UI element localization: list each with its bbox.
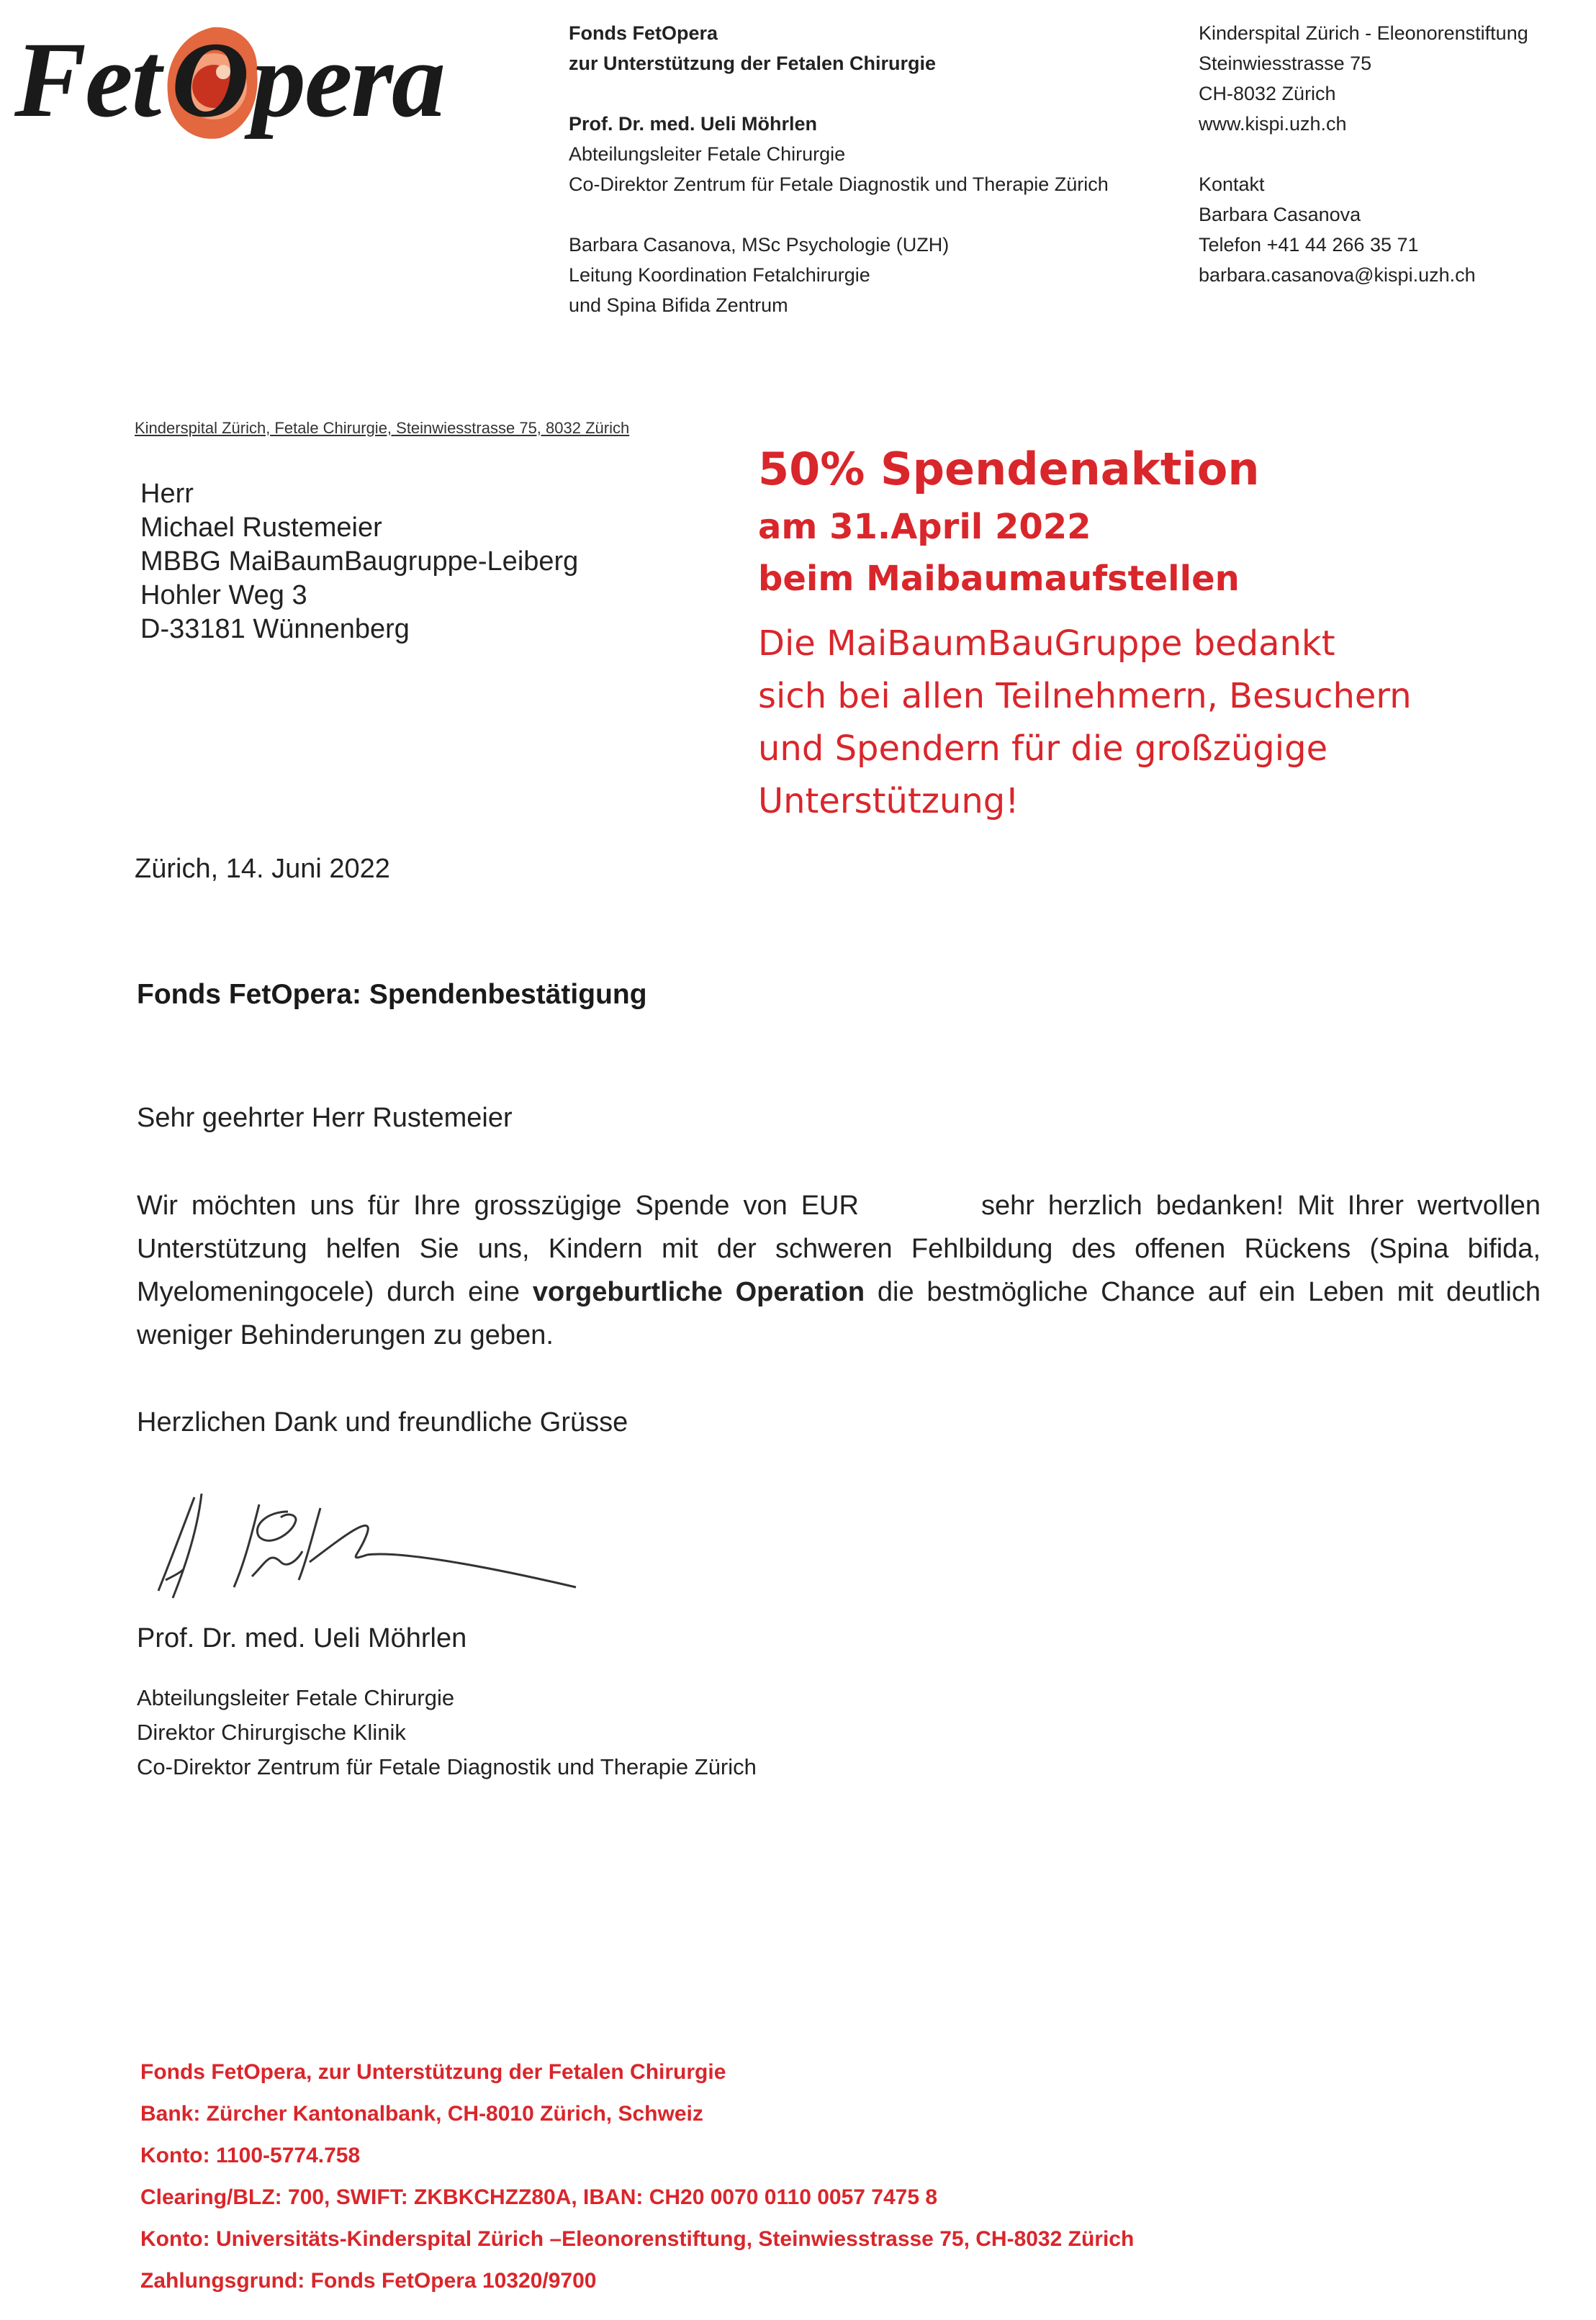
logo-o: O — [171, 20, 248, 140]
fund-purpose: zur Unterstützung der Fetalen Chirurgie — [569, 53, 937, 74]
footer-line: Clearing/BLZ: 700, SWIFT: ZKBKCHZZ80A, IBAN: CH20 0070 0110 0057 7475 8 — [140, 2185, 938, 2209]
promo-event: beim Maibaumaufstellen — [758, 559, 1240, 599]
person2-name: Barbara Casanova, MSc Psychologie (UZH) — [569, 234, 950, 256]
person1-role: Abteilungsleiter Fetale Chirurgie — [569, 143, 846, 165]
sender-return-address: Kinderspital Zürich, Fetale Chirurgie, Steinwiesstrasse 75, 8032 Zürich — [135, 419, 630, 437]
recipient-line: Hohler Weg 3 — [140, 580, 307, 610]
logo-text-left: Fet — [14, 20, 161, 140]
signatory-title: Direktor Chirurgische Klinik — [137, 1720, 406, 1745]
promo-title: 50% Spendenaktion — [758, 443, 1260, 495]
org-name: Kinderspital Zürich - Eleonorenstiftung — [1199, 22, 1528, 44]
signatory-title: Abteilungsleiter Fetale Chirurgie — [137, 1685, 455, 1710]
person2-role: und Spina Bifida Zentrum — [569, 294, 788, 316]
footer-line: Konto: 1100-5774.758 — [140, 2144, 361, 2167]
signatory-name: Prof. Dr. med. Ueli Möhrlen — [137, 1623, 467, 1653]
org-street: Steinwiesstrasse 75 — [1199, 53, 1372, 74]
contact-phone: Telefon +41 44 266 35 71 — [1199, 234, 1419, 256]
closing: Herzlichen Dank und freundliche Grüsse — [137, 1407, 628, 1437]
contact-name: Barbara Casanova — [1199, 204, 1361, 225]
signatory-titles — [137, 1681, 757, 1784]
person1-name: Prof. Dr. med. Ueli Möhrlen — [569, 113, 818, 135]
org-website[interactable]: www.kispi.uzh.ch — [1199, 113, 1347, 135]
org-city: CH-8032 Zürich — [1199, 83, 1336, 104]
contact-email[interactable]: barbara.casanova@kispi.uzh.ch — [1199, 264, 1476, 286]
footer-line: Konto: Universitäts-Kinderspital Zürich –Eleonorenstiftung, Steinwiesstrasse 75, CH-8032 Zürich — [140, 2227, 1135, 2251]
person2-role: Leitung Koordination Fetalchirurgie — [569, 264, 870, 286]
promo-block — [758, 443, 1564, 828]
body-text: sehr herzlich bedanken! Mit Ihrer wertvollen Unterstützung helfen Sie uns, Kindern mit der schweren Fehlbildung des offenen Rückens (Spina bifida, Myelomeningocele) durch eine — [137, 1191, 1541, 1307]
footer-line: Zahlungsgrund: Fonds FetOpera 10320/9700 — [140, 2269, 597, 2293]
fund-name: Fonds FetOpera — [569, 22, 718, 44]
salutation: Sehr geehrter Herr Rustemeier — [137, 1103, 513, 1133]
footer-line: Bank: Zürcher Kantonalbank, CH-8010 Zürich, Schweiz — [140, 2102, 703, 2126]
promo-date: am 31.April 2022 — [758, 507, 1091, 547]
letter-body — [137, 1184, 1541, 1357]
recipient-line: Herr — [140, 479, 194, 509]
recipient-line: MBBG MaiBaumBaugruppe-Leiberg — [140, 546, 579, 577]
bank-details-footer — [140, 2052, 1544, 2302]
recipient-line: D-33181 Wünnenberg — [140, 614, 410, 644]
contact-label: Kontakt — [1199, 173, 1265, 195]
person1-role: Co-Direktor Zentrum für Fetale Diagnostik und Therapie Zürich — [569, 173, 1109, 195]
signatory-title: Co-Direktor Zentrum für Fetale Diagnostik und Therapie Zürich — [137, 1754, 757, 1779]
letter-date: Zürich, 14. Juni 2022 — [135, 854, 390, 884]
header-fund-info — [569, 18, 1188, 320]
recipient-address — [140, 477, 731, 646]
footer-line: Fonds FetOpera, zur Unterstützung der Fetalen Chirurgie — [140, 2060, 726, 2084]
header-contact-info — [1199, 18, 1580, 290]
promo-thanks-line: sich bei allen Teilnehmern, Besuchern — [758, 676, 1412, 716]
recipient-line: Michael Rustemeier — [140, 513, 382, 543]
body-text: Wir möchten uns für Ihre grosszügige Spende von EUR — [137, 1191, 859, 1221]
promo-thanks-line: und Spendern für die großzügige — [758, 728, 1328, 769]
promo-thanks-line: Die MaiBaumBauGruppe bedankt — [758, 623, 1335, 664]
letter-subject: Fonds FetOpera: Spendenbestätigung — [137, 979, 647, 1010]
handwritten-signature — [144, 1483, 605, 1605]
promo-thanks-line: Unterstützung! — [758, 781, 1019, 821]
fetopera-logo — [14, 14, 446, 151]
body-text: die bestmögliche Chance auf ein Leben mit deutlich weniger Behinderungen zu geben. — [137, 1277, 1541, 1350]
promo-thanks — [758, 618, 1564, 828]
body-emphasis: vorgeburtliche Operation — [532, 1277, 865, 1307]
logo-text-right: pera — [252, 20, 444, 140]
